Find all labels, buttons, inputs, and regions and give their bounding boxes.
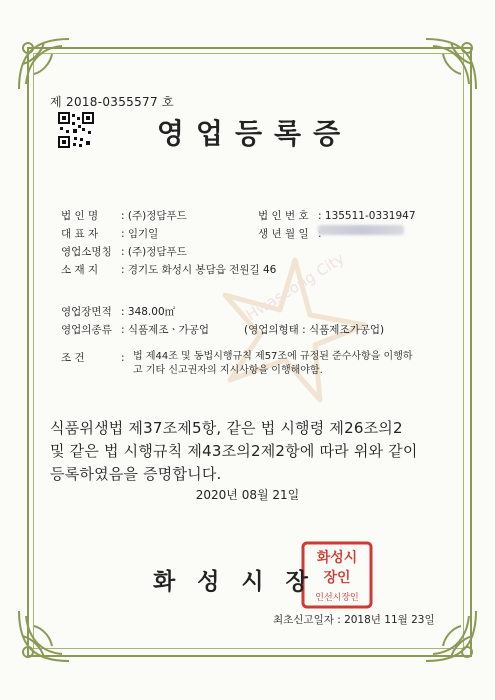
address-row: 소 재 지 : 경기도 화성시 봉담읍 전원길 46 [61,264,277,276]
business-type-label: 영업의종류 [61,324,112,336]
corner-ornament-bottom-left [14,606,74,666]
seal-line-3: 인선시장인 [315,593,359,603]
watermark-text: Hwaseong City [242,249,348,325]
seal-line-1: 화성시 [316,550,358,566]
area-value: 348.00㎡ [127,306,176,318]
corp-name-value: (주)정담푸드 [127,210,187,222]
corp-no-row: 법 인 번 호 : 135511-0331947 [258,210,416,222]
first-report-date: 최초신고일자 : 2018년 11월 23일 [273,614,435,626]
issue-date: 2020년 08월 21일 [195,488,300,502]
statement-line-3: 등록하였음을 증명합니다. [50,465,222,483]
condition-row: 조 건 : [61,352,125,364]
condition-line-2: 고 기타 신고권자의 지시사항을 이행해야함. [133,365,323,376]
birth-row [258,226,322,241]
redacted-birthdate [318,225,404,235]
corp-no-label: 법 인 번 호 [258,210,309,222]
business-type-row: 영업의종류 : 식품제조ㆍ가공업 [61,324,210,336]
corner-ornament-top-left [14,34,74,94]
corner-ornament-top-right [421,34,481,94]
statement-line-2: 및 같은 법 시행규칙 제43조의2제2항에 따라 위와 같이 [50,442,418,460]
business-type-value: 식품제조ㆍ가공업 [127,324,210,336]
seal-line-2: 장인 [323,570,351,586]
area-row: 영업장면적 : 348.00㎡ [61,306,176,318]
statement-line-1: 식품위생법 제37조제5항, 같은 법 시행령 제26조의2 [50,419,403,437]
business-form: (영업의형태 : 식품제조가공업) [244,324,385,336]
corp-name-label: 법 인 명 [61,210,99,222]
shop-name-value: (주)정담푸드 [127,246,187,258]
corp-no-value: 135511-0331947 [324,210,416,222]
address-label: 소 재 지 [61,264,99,276]
certificate-title: 영업등록증 [156,117,353,150]
certification-statement [50,417,450,486]
condition-line-1: 법 제44조 및 동법시행규칙 제57조에 규정된 준수사항을 이행하 [133,351,413,362]
condition-label: 조 건 [61,352,85,364]
area-label: 영업장면적 [61,306,112,318]
shop-name-row: 영업소명칭 : (주)정담푸드 [61,246,187,258]
registration-number: 제 2018-0355577 호 [50,95,174,109]
address-value: 경기도 화성시 봉담읍 전원길 46 [127,264,277,276]
representative-value: 임기일 [127,228,159,240]
representative-row: 대 표 자 : 임기일 [61,228,159,240]
issuer-name: 화성시장 [153,569,330,595]
condition-text [133,350,453,378]
corp-name-row: 법 인 명 : (주)정담푸드 [61,210,187,222]
shop-name-label: 영업소명칭 [61,246,112,258]
representative-label: 대 표 자 [61,228,99,240]
birth-label: 생 년 월 일 [258,228,309,240]
